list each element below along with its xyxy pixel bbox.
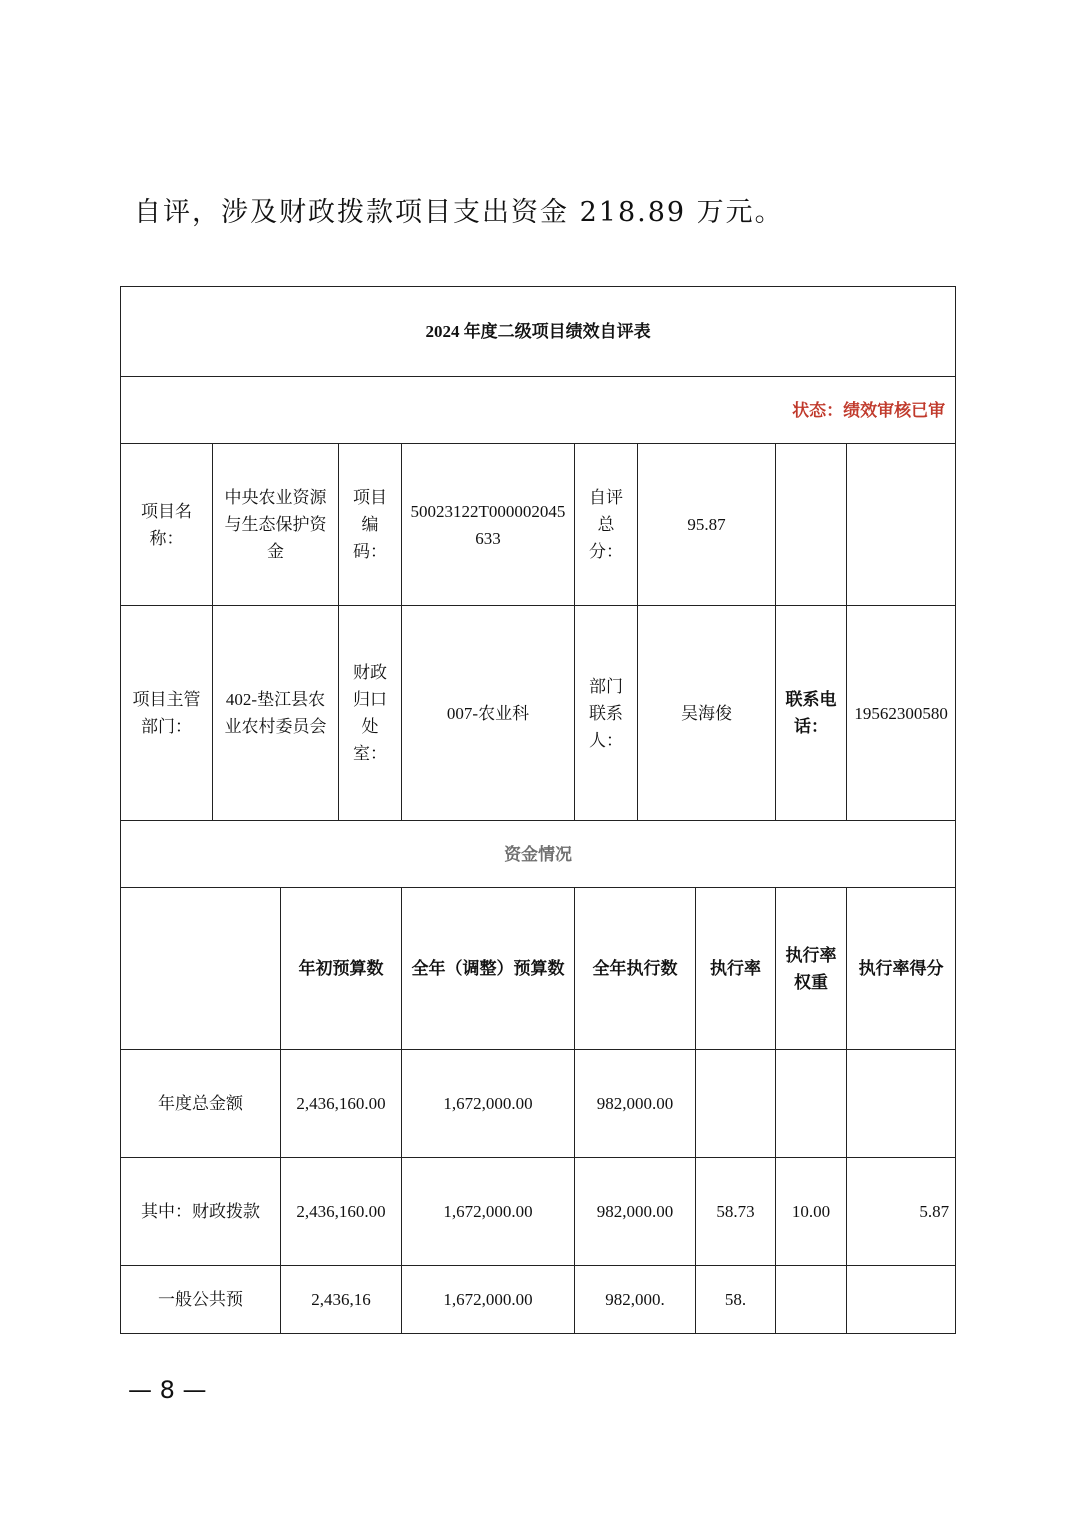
empty-cell [847,444,956,606]
header-exec-rate: 执行率 [696,888,776,1050]
row-label: 其中：财政拨款 [121,1158,281,1266]
cell-rate [696,1050,776,1158]
cell-adjusted: 1,672,000.00 [402,1050,575,1158]
cell-executed: 982,000.00 [575,1158,696,1266]
header-initial-budget: 年初预算数 [281,888,402,1050]
empty-header-cell [121,888,281,1050]
cell-adjusted: 1,672,000.00 [402,1158,575,1266]
finance-office: 007-农业科 [402,606,575,821]
intro-paragraph: 自评，涉及财政拨款项目支出资金 218.89 万元。 [134,197,784,228]
page-number: — 8 — [128,1376,207,1404]
dept: 402-垫江县农业农村委员会 [213,606,339,821]
row-label: 年度总金额 [121,1050,281,1158]
project-name: 中央农业资源与生态保护资金 [213,444,339,606]
project-code-label: 项目编码： [339,444,402,606]
header-exec-score: 执行率得分 [847,888,956,1050]
header-adjusted-budget: 全年（调整）预算数 [402,888,575,1050]
contact-label: 部门联系人： [575,606,638,821]
cell-score: 5.87 [847,1158,956,1266]
funds-section-header: 资金情况 [121,821,956,888]
cell-score [847,1266,956,1334]
table-title: 2024 年度二级项目绩效自评表 [121,287,956,377]
row-label: 一般公共预 [121,1266,281,1334]
cell-weight: 10.00 [776,1158,847,1266]
table-row [121,1158,956,1266]
cell-executed: 982,000. [575,1266,696,1334]
status-badge: 状态：绩效审核已审 [121,377,956,444]
table-row [121,1050,956,1158]
cell-executed: 982,000.00 [575,1050,696,1158]
contact-person: 吴海俊 [638,606,776,821]
finance-office-label: 财政归口处室： [339,606,402,821]
cell-weight [776,1050,847,1158]
header-exec-weight: 执行率权重 [776,888,847,1050]
project-name-label: 项目名称： [121,444,213,606]
performance-self-evaluation-table [120,286,956,1334]
cell-rate: 58.73 [696,1158,776,1266]
header-executed: 全年执行数 [575,888,696,1050]
self-score-label: 自评总分： [575,444,638,606]
cell-initial: 2,436,160.00 [281,1050,402,1158]
phone-label: 联系电话： [776,606,847,821]
empty-cell [776,444,847,606]
cell-score [847,1050,956,1158]
table-row [121,1266,956,1334]
cell-initial: 2,436,160.00 [281,1158,402,1266]
cell-initial: 2,436,16 [281,1266,402,1334]
dept-label: 项目主管部门： [121,606,213,821]
cell-adjusted: 1,672,000.00 [402,1266,575,1334]
performance-table-wrapper [120,286,955,1334]
project-code: 50023122T000002045633 [402,444,575,606]
self-score: 95.87 [638,444,776,606]
phone-number: 19562300580 [847,606,956,821]
cell-weight [776,1266,847,1334]
cell-rate: 58. [696,1266,776,1334]
